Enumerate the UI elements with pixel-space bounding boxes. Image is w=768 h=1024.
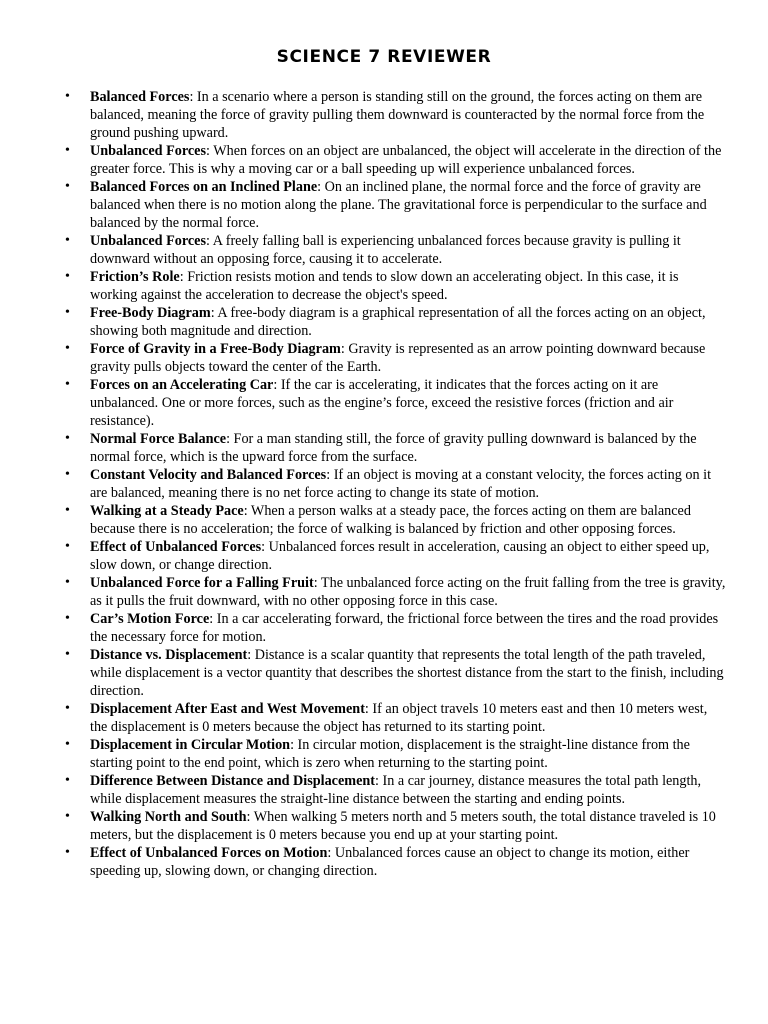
bullet-icon: • — [65, 575, 70, 590]
bullet-icon: • — [65, 503, 70, 518]
list-item — [65, 376, 726, 430]
list-item — [65, 646, 726, 700]
item-term: Free-Body Diagram — [90, 305, 211, 321]
item-term: Effect of Unbalanced Forces — [90, 539, 262, 555]
item-text: : In a car journey, distance measures the total path length, while displacement measures the straight-line distance between the starting and ending points. — [90, 773, 702, 807]
bullet-icon: • — [65, 143, 70, 158]
bullet-icon: • — [65, 647, 70, 662]
item-text: : Unbalanced forces cause an object to change its motion, either speeding up, slowing down, or changing direction. — [90, 845, 690, 879]
item-text: : When walking 5 meters north and 5 meters south, the total distance traveled is 10 meters, but the displacement is 0 meters because you end up at your starting point. — [90, 809, 716, 843]
bullet-icon: • — [65, 845, 70, 860]
item-text: : Friction resists motion and tends to slow down an accelerating object. In this case, it is working against the acceleration to decrease the object's speed. — [90, 269, 679, 303]
item-term: Unbalanced Forces — [90, 233, 206, 249]
bullet-icon: • — [65, 377, 70, 392]
list-item — [65, 700, 726, 736]
item-text: : On an inclined plane, the normal force and the force of gravity are balanced when there is no motion along the plane. The gravitational force is perpendicular to the surface and balanced by the normal force. — [90, 179, 707, 231]
item-term: Forces on an Accelerating Car — [90, 377, 274, 393]
item-term: Displacement in Circular Motion — [90, 737, 291, 753]
reviewer-list — [65, 88, 726, 880]
item-text: : If the car is accelerating, it indicates that the forces acting on it are unbalanced. One or more forces, such as the engine’s force, exceed the resistive forces (friction and air resistance). — [90, 377, 674, 429]
item-text: : In circular motion, displacement is the straight-line distance from the starting point to the end point, which is zero when returning to the starting point. — [90, 737, 690, 771]
item-text: : The unbalanced force acting on the fruit falling from the tree is gravity, as it pulls the fruit downward, with no other opposing force in this case. — [90, 575, 726, 609]
item-term: Walking at a Steady Pace — [90, 503, 244, 519]
bullet-icon: • — [65, 737, 70, 752]
list-item — [65, 502, 726, 538]
item-text: : Unbalanced forces result in acceleration, causing an object to either speed up, slow down, or change direction. — [90, 539, 710, 573]
bullet-icon: • — [65, 431, 70, 446]
item-text: : Gravity is represented as an arrow pointing downward because gravity pulls objects toward the center of the Earth. — [90, 341, 706, 375]
item-text: : If an object is moving at a constant velocity, the forces acting on it are balanced, meaning there is no net force acting to change its state of motion. — [90, 467, 712, 501]
bullet-icon: • — [65, 773, 70, 788]
item-term: Distance vs. Displacement — [90, 647, 248, 663]
item-term: Balanced Forces — [90, 89, 190, 105]
bullet-icon: • — [65, 701, 70, 716]
item-text: : A free-body diagram is a graphical representation of all the forces acting on an object, showing both magnitude and direction. — [90, 305, 706, 339]
item-text: : For a man standing still, the force of gravity pulling downward is balanced by the normal force, which is the upward force from the surface. — [90, 431, 697, 465]
bullet-icon: • — [65, 467, 70, 482]
list-item — [65, 178, 726, 232]
page-title: SCIENCE 7 REVIEWER — [276, 47, 492, 67]
bullet-icon: • — [65, 611, 70, 626]
item-term: Displacement After East and West Movement — [90, 701, 365, 717]
bullet-icon: • — [65, 233, 70, 248]
item-term: Walking North and South — [90, 809, 247, 825]
item-text: : When forces on an object are unbalanced, the object will accelerate in the direction of the greater force. This is why a moving car or a ball speeding up will experience unbalanced forces. — [90, 143, 722, 177]
list-item — [65, 808, 726, 844]
bullet-icon: • — [65, 539, 70, 554]
list-item — [65, 772, 726, 808]
list-item — [65, 232, 726, 268]
item-term: Constant Velocity and Balanced Forces — [90, 467, 327, 483]
list-item — [65, 538, 726, 574]
item-term: Difference Between Distance and Displacement — [90, 773, 376, 789]
item-text: : A freely falling ball is experiencing unbalanced forces because gravity is pulling it downward without an opposing force, causing it to accelerate. — [90, 233, 681, 267]
bullet-icon: • — [65, 341, 70, 356]
list-item — [65, 736, 726, 772]
item-text: : If an object travels 10 meters east and then 10 meters west, the displacement is 0 meters because the object has returned to its starting point. — [90, 701, 708, 735]
bullet-icon: • — [65, 179, 70, 194]
list-item — [65, 340, 726, 376]
bullet-icon: • — [65, 305, 70, 320]
bullet-icon: • — [65, 89, 70, 104]
list-item — [65, 304, 726, 340]
item-text: : In a scenario where a person is standing still on the ground, the forces acting on them are balanced, meaning the force of gravity pulling them downward is counteracted by the normal force from the ground pushing upward. — [90, 89, 705, 141]
item-term: Car’s Motion Force — [90, 611, 210, 627]
list-item — [65, 430, 726, 466]
bullet-icon: • — [65, 809, 70, 824]
list-item — [65, 574, 726, 610]
item-term: Unbalanced Force for a Falling Fruit — [90, 575, 314, 591]
item-text: : When a person walks at a steady pace, the forces acting on them are balanced because there is no acceleration; the force of walking is balanced by friction and other opposing forces. — [90, 503, 691, 537]
item-term: Normal Force Balance — [90, 431, 227, 447]
list-item — [65, 142, 726, 178]
item-text: : In a car accelerating forward, the frictional force between the tires and the road provides the necessary force for motion. — [90, 611, 719, 645]
list-item — [65, 466, 726, 502]
list-item — [65, 268, 726, 304]
item-term: Balanced Forces on an Inclined Plane — [90, 179, 318, 195]
list-item — [65, 610, 726, 646]
item-term: Effect of Unbalanced Forces on Motion — [90, 845, 328, 861]
bullet-icon: • — [65, 269, 70, 284]
item-term: Unbalanced Forces — [90, 143, 206, 159]
item-term: Friction’s Role — [90, 269, 180, 285]
item-text: : Distance is a scalar quantity that represents the total length of the path traveled, while displacement is a vector quantity that describes the shortest distance from the start to the finish, including direction. — [90, 647, 724, 699]
item-term: Force of Gravity in a Free-Body Diagram — [90, 341, 341, 357]
list-item — [65, 844, 726, 880]
list-item — [65, 88, 726, 142]
